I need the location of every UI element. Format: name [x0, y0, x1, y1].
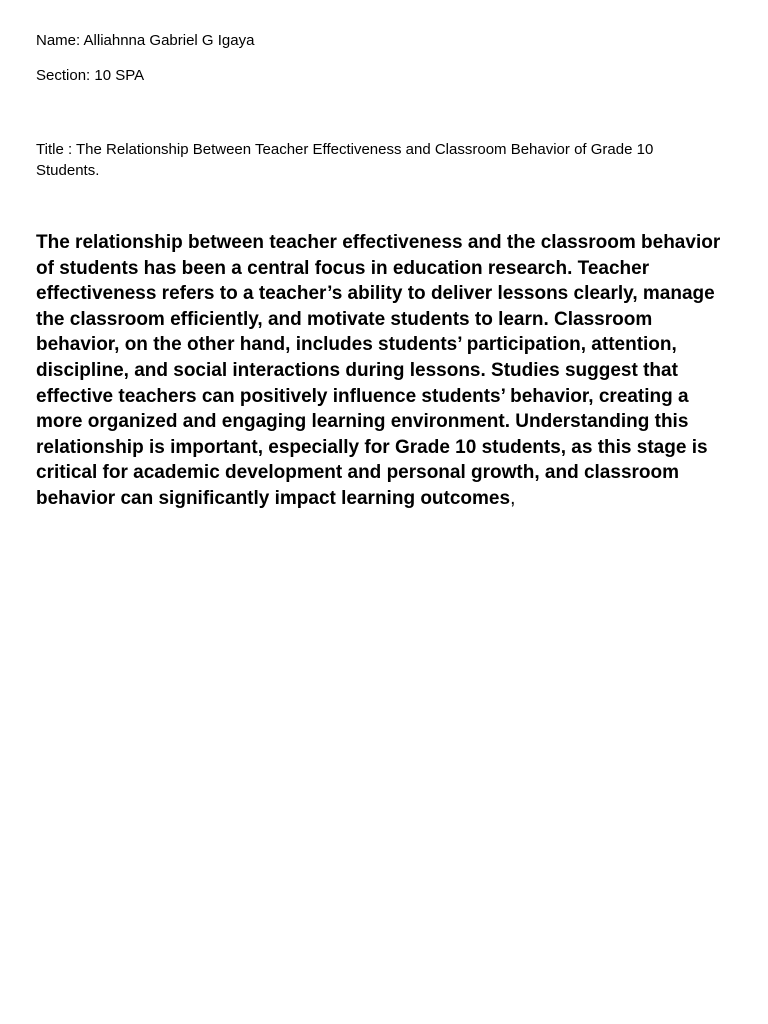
section-line: Section: 10 SPA [36, 67, 145, 84]
document-title: Title : The Relationship Between Teacher Effectiveness and Classroom Behavior of Grade 10 Students. [36, 141, 654, 179]
body-trailing-punctuation: , [510, 487, 516, 509]
body-paragraph [36, 230, 736, 512]
body-paragraph-text: The relationship between teacher effectiveness and the classroom behavior of students has been a central focus in education research. Teacher effectiveness refers to a teacher’s ability to deliver lessons clearly, manage the classroom efficiently, and motivate students to learn. Classroom behavior, on the other hand, includes students’ participation, attention, discipline, and social interactions during lessons. Studies suggest that effective teachers can positively influence students’ behavior, creating a more organized and engaging learning environment. Understanding this relationship is important, especially for Grade 10 students, as this stage is critical for academic development and personal growth, and classroom behavior can significantly impact learning outcomes [36, 232, 721, 509]
student-name-line: Name: Alliahnna Gabriel G Igaya [36, 32, 255, 49]
